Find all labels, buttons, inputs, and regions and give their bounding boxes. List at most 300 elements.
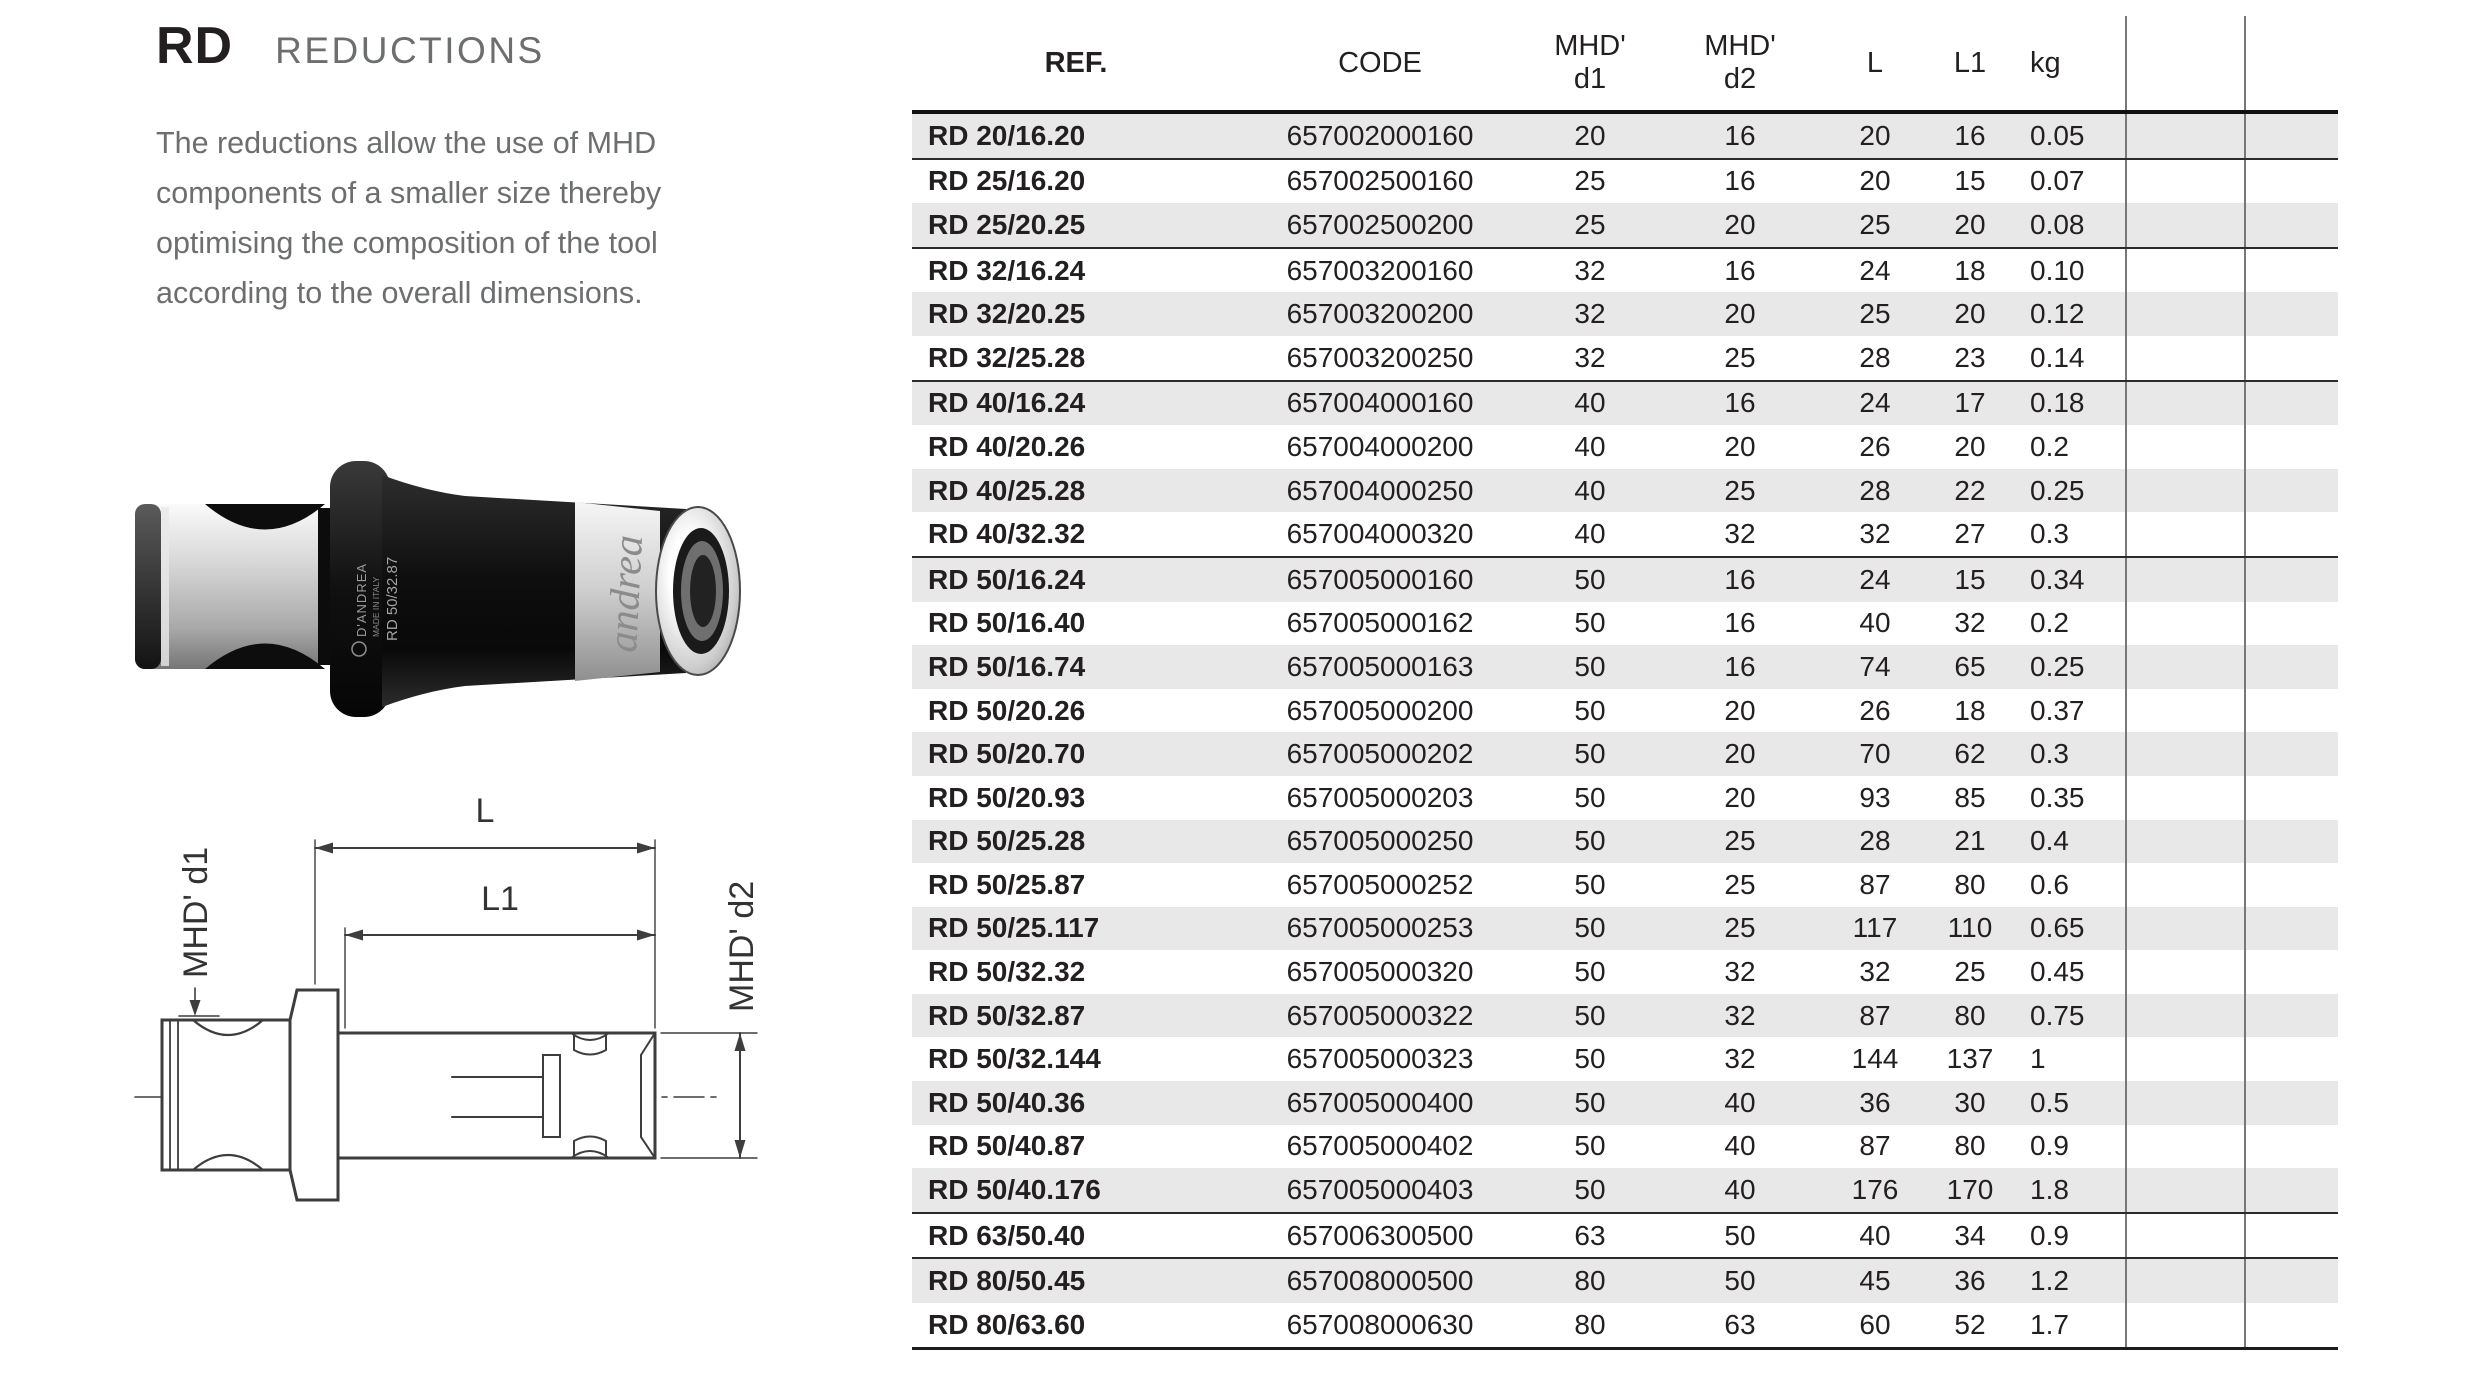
empty-cell	[2245, 820, 2338, 864]
cell-l1: 32	[1954, 607, 1986, 639]
empty-cell	[2126, 112, 2245, 159]
cell-d2: 20	[1660, 203, 1820, 248]
cell-l1: 17	[1930, 381, 2010, 426]
table-row	[912, 248, 2338, 293]
cell-kg: 0.35	[2030, 781, 2085, 813]
cell-code: 657008000630	[1286, 1308, 1474, 1340]
cell-code: 657005000322	[1240, 994, 1520, 1038]
table-row	[912, 112, 2338, 159]
cell-kg: 1.7	[2030, 1308, 2069, 1340]
cell-l1: 30	[1930, 1081, 2010, 1125]
table-row	[912, 292, 2338, 336]
empty-cell	[2245, 248, 2338, 293]
cell-ref: RD 50/25.28	[912, 820, 1240, 864]
table-row	[912, 907, 2338, 951]
cell-l1: 80	[1930, 994, 2010, 1038]
cell-d2: 16	[1660, 645, 1820, 689]
cell-d1: 50	[1574, 868, 1606, 900]
table-row	[912, 1303, 2338, 1348]
cell-l: 32	[1820, 512, 1930, 557]
table-row	[912, 863, 2338, 907]
cell-code: 657005000203	[1286, 781, 1474, 813]
cell-d1: 50	[1574, 1130, 1606, 1162]
table-row	[912, 381, 2338, 426]
cell-ref: RD 40/16.24	[912, 381, 1240, 426]
cell-kg: 0.08	[2010, 203, 2126, 248]
cell-d1: 50	[1574, 781, 1606, 813]
cell-code: 657005000202	[1240, 732, 1520, 776]
cell-ref: RD 32/25.28	[912, 336, 1240, 381]
empty-cell	[2126, 776, 2245, 820]
empty-cell	[2245, 1125, 2338, 1169]
empty-cell	[2126, 336, 2245, 381]
cell-l1: 25	[1954, 956, 1986, 988]
cell-d2: 16	[1724, 254, 1756, 286]
dim-label-d2: MHD' d2	[723, 880, 761, 1012]
cell-kg: 0.05	[2010, 112, 2126, 159]
page-title: REDUCTIONS	[275, 30, 545, 71]
header-mhd-d2-top: MHD'	[1704, 30, 1776, 62]
cell-code: 657005000253	[1240, 907, 1520, 951]
cell-kg: 0.5	[2010, 1081, 2126, 1125]
cell-code: 657002000160	[1240, 112, 1520, 159]
cell-l1: 20	[1954, 430, 1986, 462]
cell-d2: 32	[1660, 994, 1820, 1038]
table-row	[912, 469, 2338, 513]
cell-l1: 36	[1930, 1258, 2010, 1303]
dim-label-l: L	[475, 792, 495, 830]
header-l: L	[1866, 46, 1884, 79]
cell-l1: 15	[1954, 165, 1986, 197]
cell-code: 657005000402	[1286, 1130, 1474, 1162]
cell-code: 657005000163	[1240, 645, 1520, 689]
cell-code: 657005000162	[1286, 607, 1474, 639]
empty-cell	[2245, 292, 2338, 336]
drawing-labels	[177, 792, 761, 1012]
header-mhd-d1-bottom: d1	[1573, 63, 1607, 95]
empty-cell	[2126, 820, 2245, 864]
engraving-model: RD 50/32.87	[384, 556, 401, 641]
empty-cell	[2245, 469, 2338, 513]
empty-cell	[2126, 292, 2245, 336]
empty-cell	[2245, 776, 2338, 820]
cell-code: 657002500160	[1286, 165, 1474, 197]
header-mhd-d1	[1520, 16, 1660, 112]
empty-cell	[2245, 950, 2338, 994]
cell-code: 657005000252	[1286, 868, 1474, 900]
cell-d2: 32	[1724, 1043, 1756, 1075]
table-row	[912, 689, 2338, 733]
ring-script-text: andrea	[600, 533, 653, 654]
table-row	[912, 776, 2338, 820]
table-row	[912, 950, 2338, 994]
empty-cell	[2126, 1168, 2245, 1213]
empty-cell	[2245, 1037, 2338, 1081]
empty-cell	[2245, 645, 2338, 689]
cell-d2: 16	[1660, 557, 1820, 602]
cell-d1: 50	[1520, 994, 1660, 1038]
cell-ref: RD 32/20.25	[912, 292, 1240, 336]
cell-d2: 25	[1660, 469, 1820, 513]
cell-code: 657005000400	[1240, 1081, 1520, 1125]
cell-d1: 50	[1520, 1081, 1660, 1125]
cell-d1: 80	[1574, 1308, 1606, 1340]
table-row	[912, 425, 2338, 469]
product-photo	[120, 415, 780, 735]
cell-ref: RD 50/25.117	[912, 907, 1240, 951]
cell-kg: 1	[2030, 1043, 2046, 1075]
cell-l1: 18	[1954, 254, 1986, 286]
cell-ref: RD 40/25.28	[912, 469, 1240, 513]
empty-cell	[2126, 689, 2245, 733]
cell-l: 20	[1820, 112, 1930, 159]
empty-cell	[2245, 112, 2338, 159]
cell-l: 60	[1859, 1308, 1891, 1340]
cell-d1: 40	[1574, 430, 1606, 462]
empty-cell	[2126, 602, 2245, 646]
cell-ref: RD 63/50.40	[912, 1213, 1240, 1259]
cell-kg: 0.14	[2010, 336, 2126, 381]
cell-code: 657005000403	[1240, 1168, 1520, 1213]
table-row	[912, 1125, 2338, 1169]
empty-cell	[2245, 203, 2338, 248]
cell-ref: RD 50/16.40	[928, 607, 1086, 639]
cell-d2: 40	[1660, 1168, 1820, 1213]
cell-kg: 0.37	[2030, 694, 2085, 726]
empty-cell	[2245, 557, 2338, 602]
cell-kg: 0.3	[2010, 512, 2126, 557]
cell-d2: 16	[1660, 112, 1820, 159]
cell-code: 657003200160	[1286, 254, 1474, 286]
cell-l1: 21	[1930, 820, 2010, 864]
cell-code: 657004000200	[1286, 430, 1474, 462]
dim-label-d1: MHD' d1	[177, 846, 215, 978]
engraving-origin: MADE IN ITALY	[371, 576, 381, 637]
cell-d2: 40	[1724, 1130, 1756, 1162]
cell-d2: 32	[1660, 512, 1820, 557]
cell-code: 657005000323	[1286, 1043, 1474, 1075]
cell-l: 40	[1859, 607, 1891, 639]
table-header	[912, 16, 2338, 112]
engraving-brand: D'ANDREA	[354, 562, 369, 637]
empty-cell	[2126, 469, 2245, 513]
empty-cell	[2126, 557, 2245, 602]
empty-cell	[2245, 1213, 2338, 1259]
cell-d1: 50	[1574, 1043, 1606, 1075]
product-description: The reductions allow the use of MHD components of a smaller size thereby optimising the composition of the tool according to the overall dimensions.	[156, 126, 662, 310]
cell-l1: 22	[1930, 469, 2010, 513]
cell-d2: 20	[1724, 781, 1756, 813]
cell-l: 26	[1859, 430, 1891, 462]
cell-l: 87	[1859, 1130, 1891, 1162]
cell-ref: RD 50/40.36	[912, 1081, 1240, 1125]
table-row	[912, 1168, 2338, 1213]
cell-code: 657006300500	[1240, 1213, 1520, 1259]
cell-ref: RD 80/50.45	[912, 1258, 1240, 1303]
cell-d1: 50	[1520, 557, 1660, 602]
page-header	[156, 16, 545, 76]
empty-cell	[2126, 248, 2245, 293]
dim-label-l1: L1	[481, 880, 519, 918]
cell-kg: 0.9	[2030, 1130, 2069, 1162]
cell-code: 657005000200	[1286, 694, 1474, 726]
empty-cell	[2245, 425, 2338, 469]
cell-kg: 0.12	[2010, 292, 2126, 336]
empty-cell	[2126, 512, 2245, 557]
cell-d1: 50	[1520, 732, 1660, 776]
cell-ref: RD 25/20.25	[912, 203, 1240, 248]
header-empty-2	[2245, 16, 2338, 112]
table-row	[912, 159, 2338, 204]
cell-l1: 52	[1954, 1308, 1986, 1340]
cell-l: 24	[1820, 381, 1930, 426]
empty-cell	[2245, 1081, 2338, 1125]
table-row	[912, 557, 2338, 602]
cell-ref: RD 50/40.176	[912, 1168, 1240, 1213]
cell-d1: 20	[1520, 112, 1660, 159]
header-code: CODE	[1338, 46, 1422, 79]
cell-d1: 50	[1574, 607, 1606, 639]
empty-cell	[2245, 994, 2338, 1038]
cell-d2: 25	[1724, 868, 1756, 900]
cell-kg: 0.10	[2030, 254, 2085, 286]
cell-kg: 0.45	[2030, 956, 2085, 988]
cell-d1: 40	[1520, 512, 1660, 557]
cell-ref: RD 32/16.24	[928, 254, 1086, 286]
cell-l: 28	[1820, 336, 1930, 381]
cell-code: 657002500200	[1240, 203, 1520, 248]
cell-ref: RD 40/32.32	[912, 512, 1240, 557]
cell-kg: 0.9	[2010, 1213, 2126, 1259]
cell-d2: 20	[1660, 292, 1820, 336]
drawing-lines	[135, 840, 757, 1200]
cell-l: 20	[1859, 165, 1891, 197]
cell-l1: 20	[1930, 203, 2010, 248]
cell-l: 32	[1859, 956, 1891, 988]
cell-d1: 50	[1520, 820, 1660, 864]
empty-cell	[2245, 381, 2338, 426]
table-row	[912, 1081, 2338, 1125]
spec-table	[912, 16, 2338, 1350]
cell-d1: 32	[1520, 292, 1660, 336]
header-l1: L1	[1953, 46, 1987, 79]
series-code: RD	[156, 17, 234, 75]
cell-code: 657004000250	[1240, 469, 1520, 513]
cell-kg: 0.75	[2010, 994, 2126, 1038]
dimension-drawing	[95, 760, 795, 1320]
cell-d1: 50	[1574, 694, 1606, 726]
empty-cell	[2126, 645, 2245, 689]
table-row	[912, 203, 2338, 248]
cell-d2: 63	[1724, 1308, 1756, 1340]
empty-cell	[2126, 863, 2245, 907]
cell-d1: 50	[1520, 907, 1660, 951]
table-row	[912, 1213, 2338, 1259]
cell-l: 176	[1820, 1168, 1930, 1213]
cell-code: 657003200250	[1240, 336, 1520, 381]
cell-d2: 25	[1660, 907, 1820, 951]
cell-ref: RD 50/16.74	[912, 645, 1240, 689]
cell-l1: 16	[1930, 112, 2010, 159]
cell-code: 657005000320	[1286, 956, 1474, 988]
cell-ref: RD 20/16.20	[912, 112, 1240, 159]
cell-d2: 16	[1660, 381, 1820, 426]
empty-cell	[2245, 1258, 2338, 1303]
tool-body-shapes	[135, 461, 740, 717]
cell-kg: 0.3	[2010, 732, 2126, 776]
cell-l1: 23	[1930, 336, 2010, 381]
empty-cell	[2126, 1037, 2245, 1081]
cell-ref: RD 50/25.87	[928, 868, 1086, 900]
empty-cell	[2126, 381, 2245, 426]
cell-l: 93	[1859, 781, 1891, 813]
cell-code: 657008000500	[1240, 1258, 1520, 1303]
empty-cell	[2126, 950, 2245, 994]
cell-d1: 25	[1520, 203, 1660, 248]
empty-cell	[2126, 159, 2245, 204]
cell-d2: 40	[1660, 1081, 1820, 1125]
dimension-drawing-graphic	[95, 760, 795, 1320]
cell-ref: RD 50/16.24	[912, 557, 1240, 602]
reduction-photo-graphic	[120, 415, 780, 735]
cell-kg: 0.65	[2010, 907, 2126, 951]
cell-d1: 63	[1520, 1213, 1660, 1259]
cell-code: 657005000250	[1240, 820, 1520, 864]
empty-cell	[2126, 1125, 2245, 1169]
empty-cell	[2126, 1213, 2245, 1259]
header-mhd-d1-top: MHD'	[1554, 30, 1626, 62]
empty-cell	[2126, 907, 2245, 951]
cell-l: 24	[1859, 254, 1891, 286]
cell-d2: 20	[1724, 430, 1756, 462]
empty-cell	[2245, 689, 2338, 733]
header-kg: kg	[2030, 46, 2061, 79]
cell-l: 74	[1820, 645, 1930, 689]
table-row	[912, 512, 2338, 557]
empty-cell	[2245, 863, 2338, 907]
empty-cell	[2126, 1081, 2245, 1125]
cell-l: 87	[1859, 868, 1891, 900]
empty-cell	[2126, 732, 2245, 776]
spec-table-container	[912, 16, 2338, 1350]
table-row	[912, 994, 2338, 1038]
cell-l: 144	[1851, 1043, 1899, 1075]
cell-ref: RD 50/20.70	[912, 732, 1240, 776]
cell-l1: 170	[1930, 1168, 2010, 1213]
cell-l1: 80	[1954, 868, 1986, 900]
empty-cell	[2245, 512, 2338, 557]
cell-d1: 32	[1574, 254, 1606, 286]
empty-cell	[2245, 732, 2338, 776]
cell-d2: 32	[1724, 956, 1756, 988]
cell-l1: 27	[1930, 512, 2010, 557]
header-mhd-d2-bottom: d2	[1723, 63, 1757, 95]
cell-ref: RD 50/32.32	[928, 956, 1086, 988]
cell-l: 36	[1820, 1081, 1930, 1125]
cell-l: 40	[1820, 1213, 1930, 1259]
cell-l: 87	[1820, 994, 1930, 1038]
cell-l1: 80	[1954, 1130, 1986, 1162]
cell-l1: 110	[1930, 907, 2010, 951]
table-row	[912, 1258, 2338, 1303]
cell-d1: 50	[1520, 1168, 1660, 1213]
cell-d1: 40	[1520, 469, 1660, 513]
cell-ref: RD 40/20.26	[928, 430, 1086, 462]
empty-cell	[2126, 994, 2245, 1038]
table-body	[912, 112, 2338, 1348]
cell-kg: 0.34	[2010, 557, 2126, 602]
table-row	[912, 645, 2338, 689]
cell-kg: 0.18	[2010, 381, 2126, 426]
cell-l: 28	[1820, 469, 1930, 513]
cell-ref: RD 50/20.93	[928, 781, 1086, 813]
cell-kg: 0.07	[2030, 165, 2085, 197]
cell-l1: 34	[1930, 1213, 2010, 1259]
cell-d2: 50	[1660, 1213, 1820, 1259]
cell-d1: 80	[1520, 1258, 1660, 1303]
cell-code: 657005000160	[1240, 557, 1520, 602]
cell-d2: 25	[1660, 820, 1820, 864]
cell-d2: 50	[1660, 1258, 1820, 1303]
cell-l: 24	[1820, 557, 1930, 602]
header-empty-1	[2126, 16, 2245, 112]
cell-kg: 1.8	[2010, 1168, 2126, 1213]
cell-l1: 62	[1930, 732, 2010, 776]
table-row	[912, 732, 2338, 776]
cell-l1: 20	[1930, 292, 2010, 336]
header-ref: REF.	[1044, 46, 1108, 79]
header-mhd-d2	[1660, 16, 1820, 112]
cell-l: 28	[1820, 820, 1930, 864]
cell-l1: 18	[1954, 694, 1986, 726]
cell-d1: 50	[1574, 956, 1606, 988]
table-row	[912, 336, 2338, 381]
cell-l1: 15	[1930, 557, 2010, 602]
cell-ref: RD 25/16.20	[928, 165, 1086, 197]
cell-l1: 137	[1946, 1043, 1994, 1075]
empty-cell	[2245, 1303, 2338, 1348]
table-row	[912, 820, 2338, 864]
empty-cell	[2245, 1168, 2338, 1213]
cell-d2: 25	[1660, 336, 1820, 381]
cell-ref: RD 50/40.87	[928, 1130, 1086, 1162]
cell-l: 25	[1820, 203, 1930, 248]
cell-d2: 16	[1724, 165, 1756, 197]
cell-kg: 0.25	[2010, 469, 2126, 513]
table-row	[912, 1037, 2338, 1081]
cell-d1: 32	[1520, 336, 1660, 381]
cell-l: 70	[1820, 732, 1930, 776]
cell-d1: 25	[1574, 165, 1606, 197]
cell-kg: 0.4	[2010, 820, 2126, 864]
cell-kg: 0.6	[2030, 868, 2069, 900]
table-row	[912, 602, 2338, 646]
cell-d1: 50	[1520, 645, 1660, 689]
cell-d2: 20	[1724, 694, 1756, 726]
cell-ref: RD 50/32.144	[928, 1043, 1101, 1075]
cell-kg: 1.2	[2010, 1258, 2126, 1303]
cell-l: 26	[1859, 694, 1891, 726]
cell-l1: 65	[1930, 645, 2010, 689]
cell-l1: 85	[1954, 781, 1986, 813]
cell-d2: 20	[1660, 732, 1820, 776]
empty-cell	[2126, 1303, 2245, 1348]
cell-kg: 0.25	[2010, 645, 2126, 689]
empty-cell	[2126, 1258, 2245, 1303]
empty-cell	[2245, 336, 2338, 381]
empty-cell	[2126, 203, 2245, 248]
cell-kg: 0.2	[2030, 430, 2069, 462]
